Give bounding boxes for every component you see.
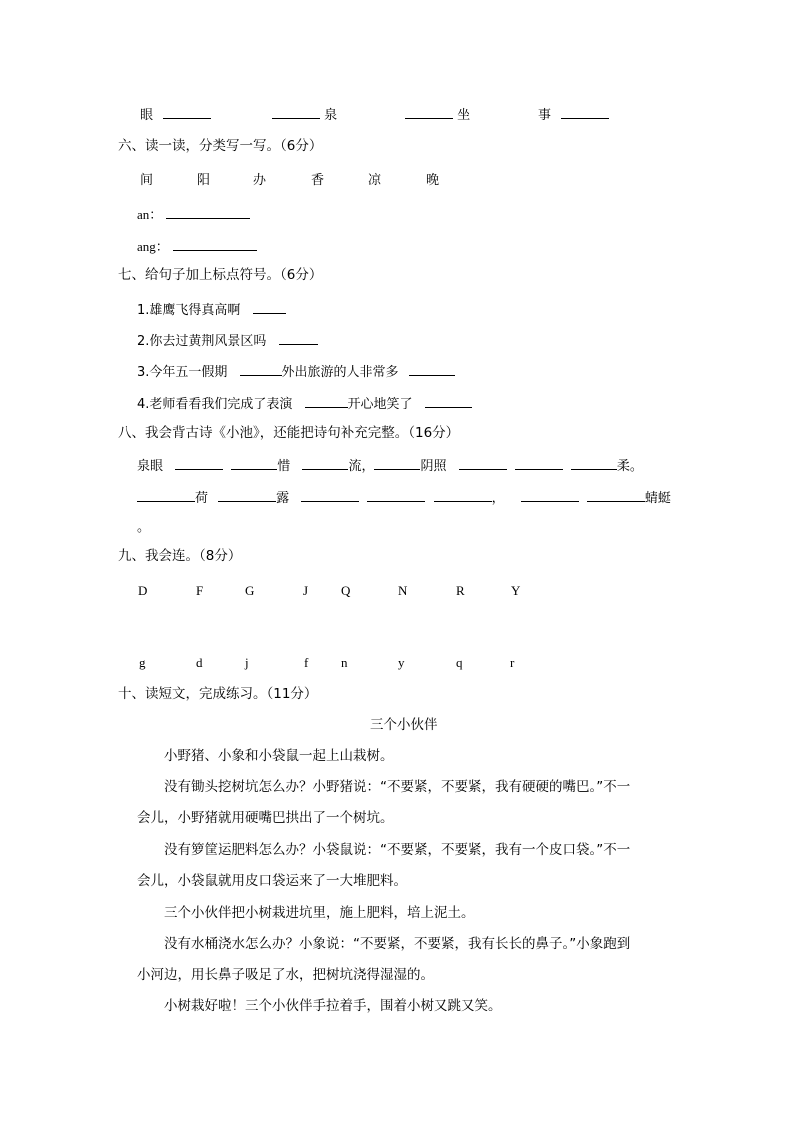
upper-letter[interactable]: R xyxy=(456,583,465,598)
row0-char-4: 事 xyxy=(538,108,552,123)
s7-q2-text: 2.你去过黄荆风景区吗 xyxy=(137,334,267,349)
passage-paragraph-6: 小树栽好啦！三个小伙伴手拉着手，围着小树又跳又笑。 xyxy=(164,998,502,1014)
ang-label: ang： xyxy=(137,239,169,254)
blank[interactable] xyxy=(231,458,277,470)
blank[interactable] xyxy=(561,107,609,119)
s6-char-4: 香 xyxy=(311,173,325,188)
blank[interactable] xyxy=(240,364,282,376)
passage-paragraph-3-line-2: 会儿，小袋鼠就用皮口袋运来了一大堆肥料。 xyxy=(137,873,407,889)
upper-letter[interactable]: J xyxy=(303,583,309,598)
passage-paragraph-2-line-2: 会儿，小野猪就用硬嘴巴拱出了一个树坑。 xyxy=(137,810,394,826)
lower-letter[interactable]: q xyxy=(456,655,463,670)
s7-q2 xyxy=(137,333,318,348)
blank[interactable] xyxy=(409,364,455,376)
passage-paragraph-2-line-1: 没有锄头挖树坑怎么办？小野猪说：“不要紧，不要紧，我有硬硬的嘴巴。”不一 xyxy=(164,779,631,795)
upper-letter[interactable]: N xyxy=(398,583,408,598)
poem-text: 露 xyxy=(276,491,290,506)
passage-title: 三个小伙伴 xyxy=(370,717,438,733)
s7-q1-text: 1.雄鹰飞得真高啊 xyxy=(137,303,241,318)
blank[interactable] xyxy=(175,458,223,470)
poem-text: 流， xyxy=(348,459,375,474)
section-7-heading: 七、给句子加上标点符号。（6分） xyxy=(118,267,323,283)
s7-q3-text-b: 外出旅游的人非常多 xyxy=(281,365,399,380)
upper-letter[interactable]: Y xyxy=(511,583,521,598)
s6-char-2: 阳 xyxy=(197,173,211,188)
blank[interactable] xyxy=(163,107,211,119)
s7-q3-text-a: 3.今年五一假期 xyxy=(137,365,228,380)
row0-item-4 xyxy=(538,107,609,122)
row0-item-3 xyxy=(405,107,470,122)
upper-letter[interactable]: F xyxy=(196,583,204,598)
poem-text: 荷 xyxy=(195,491,209,506)
passage-paragraph-4: 三个小伙伴把小树栽进坑里，施上肥料，培上泥土。 xyxy=(164,905,475,921)
an-blank[interactable] xyxy=(166,207,250,219)
poem-text: 蜻蜓 xyxy=(644,491,671,506)
s6-char-3: 办 xyxy=(253,173,267,188)
blank[interactable] xyxy=(302,458,348,470)
blank[interactable] xyxy=(137,490,195,502)
passage-paragraph-5-line-1: 没有水桶浇水怎么办？小象说：“不要紧，不要紧，我有长长的鼻子。”小象跑到 xyxy=(164,936,631,952)
s6-char-5: 凉 xyxy=(368,173,382,188)
s6-an-row xyxy=(137,207,250,222)
row0-char-2: 泉 xyxy=(324,108,338,123)
blank[interactable] xyxy=(374,458,420,470)
passage-paragraph-1: 小野猪、小象和小袋鼠一起上山栽树。 xyxy=(164,748,394,764)
s7-q4-text-a: 4.老师看看我们完成了表演 xyxy=(137,397,293,412)
blank[interactable] xyxy=(425,396,472,408)
blank[interactable] xyxy=(279,333,318,345)
lower-letter[interactable]: j xyxy=(245,655,249,670)
upper-letter[interactable]: Q xyxy=(341,583,351,598)
section-8-heading: 八、我会背古诗《小池》，还能把诗句补充完整。（16分） xyxy=(118,425,460,441)
section-10-heading: 十、读短文，完成练习。（11分） xyxy=(118,686,318,702)
poem-text: ， xyxy=(491,491,505,506)
blank[interactable] xyxy=(571,458,617,470)
section-9-heading: 九、我会连。（8分） xyxy=(118,548,242,564)
s7-q4-text-b: 开心地笑了 xyxy=(347,397,413,412)
s6-char-6: 晚 xyxy=(426,173,440,188)
lower-letter[interactable]: r xyxy=(510,655,515,670)
row0-char-1: 眼 xyxy=(140,108,154,123)
passage-paragraph-5-line-2: 小河边，用长鼻子吸足了水，把树坑浇得湿湿的。 xyxy=(137,967,434,983)
an-label: an： xyxy=(137,207,163,222)
blank[interactable] xyxy=(218,490,276,502)
blank[interactable] xyxy=(434,490,492,502)
blank[interactable] xyxy=(367,490,425,502)
s8-line-1 xyxy=(137,458,643,473)
upper-letter[interactable]: G xyxy=(245,583,255,598)
row0-item-2 xyxy=(272,107,337,122)
lower-letter[interactable]: g xyxy=(139,655,146,670)
poem-text: 阴照 xyxy=(420,459,447,474)
lower-letter[interactable]: n xyxy=(341,655,348,670)
blank[interactable] xyxy=(405,107,453,119)
s8-line-3: 。 xyxy=(137,520,151,535)
s7-q3 xyxy=(137,364,455,379)
blank[interactable] xyxy=(459,458,507,470)
blank[interactable] xyxy=(521,490,579,502)
blank[interactable] xyxy=(301,490,359,502)
row0-char-3: 坐 xyxy=(457,108,471,123)
s7-q4 xyxy=(137,396,472,411)
s8-line-2 xyxy=(137,490,671,505)
section-6-heading: 六、读一读，分类写一写。（6分） xyxy=(118,138,323,154)
poem-text: 惜 xyxy=(277,459,291,474)
s6-ang-row xyxy=(137,239,257,254)
s7-q1 xyxy=(137,302,286,317)
poem-text: 泉眼 xyxy=(137,459,164,474)
lower-letter[interactable]: y xyxy=(398,655,405,670)
blank[interactable] xyxy=(587,490,645,502)
blank[interactable] xyxy=(305,396,348,408)
s6-char-1: 间 xyxy=(140,173,154,188)
blank[interactable] xyxy=(515,458,563,470)
passage-paragraph-3-line-1: 没有箩筐运肥料怎么办？小袋鼠说：“不要紧，不要紧，我有一个皮口袋。”不一 xyxy=(164,842,631,858)
row0-item-1 xyxy=(140,107,211,122)
ang-blank[interactable] xyxy=(173,239,257,251)
upper-letter[interactable]: D xyxy=(138,583,148,598)
poem-text: 柔。 xyxy=(616,459,643,474)
blank[interactable] xyxy=(253,302,286,314)
lower-letter[interactable]: d xyxy=(196,655,203,670)
blank[interactable] xyxy=(272,107,320,119)
lower-letter[interactable]: f xyxy=(304,655,309,670)
